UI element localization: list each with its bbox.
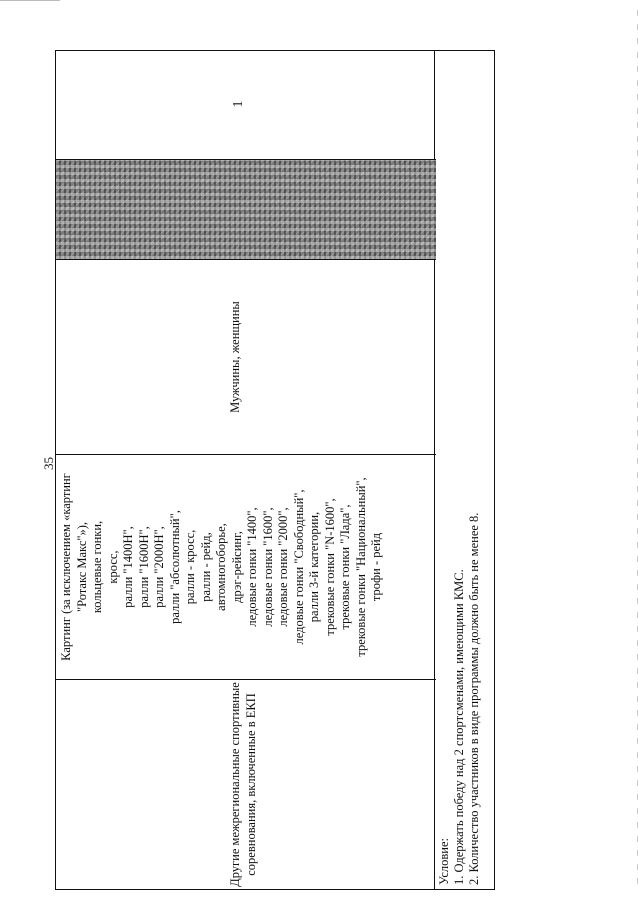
rotated-page [41,50,495,890]
discipline-line: ледовые гонки "Свободный", [291,489,306,645]
requirements-table [55,50,435,890]
page-number: 35 [41,457,56,470]
disciplines-cell [56,454,436,679]
discipline-line: трековые гонки "Национальный", [353,477,368,657]
disciplines-list [59,459,385,675]
discipline-line: ралли "1600Н", [136,526,151,608]
discipline-line: ледовые гонки "1400", [245,507,259,627]
place-value: 1 [231,100,246,108]
discipline-line: автомногоборье, [214,523,228,611]
discipline-line: трековые гонки "N-1600", [322,498,337,636]
discipline-line: ралли - кросс, [183,529,197,605]
gender-cell [56,259,436,454]
conditions-block [435,50,495,890]
scan-noise [56,160,436,259]
discipline-line: "Ротакс Макс"»), [74,521,89,613]
competition-cell [56,679,436,889]
discipline-line: ралли - рейд, [198,532,213,602]
discipline-line: ралли 3-й категории, [307,511,321,623]
discipline-line: ралли "2000Н", [152,526,166,608]
scanned-shaded-cell [56,159,436,259]
scan-edge-right [637,10,638,890]
condition-item: 2. Количество участников в виде программы должно быть не менее 8. [467,512,481,885]
discipline-line: кросс, [105,550,120,584]
discipline-line: Картинг (за исключением «картинг [59,473,73,661]
condition-item: 1. Одержать победу над 2 спортсменами, имеющими КМС. [452,569,466,885]
discipline-line: ледовые гонки "2000", [276,507,290,627]
place-cell [56,49,436,159]
discipline-line: кольцевые гонки, [90,520,104,614]
gender-text: Мужчины, женщины [228,301,242,413]
scan-edge-top [0,0,60,1]
discipline-line: ралли "абсолютный", [167,510,182,624]
competition-name: Другие межрегиональные спортивные соревнования, включенные в ЕКП [228,682,258,887]
discipline-line: трековые гонки "Лада", [338,504,352,630]
discipline-line: трофи - рейд [369,532,383,602]
discipline-line: дрэг-рейсинг, [229,531,244,603]
discipline-line: ралли "1400Н", [121,526,135,608]
conditions-title: Условие: [437,838,451,885]
discipline-line: ледовые гонки "1600", [260,507,275,627]
